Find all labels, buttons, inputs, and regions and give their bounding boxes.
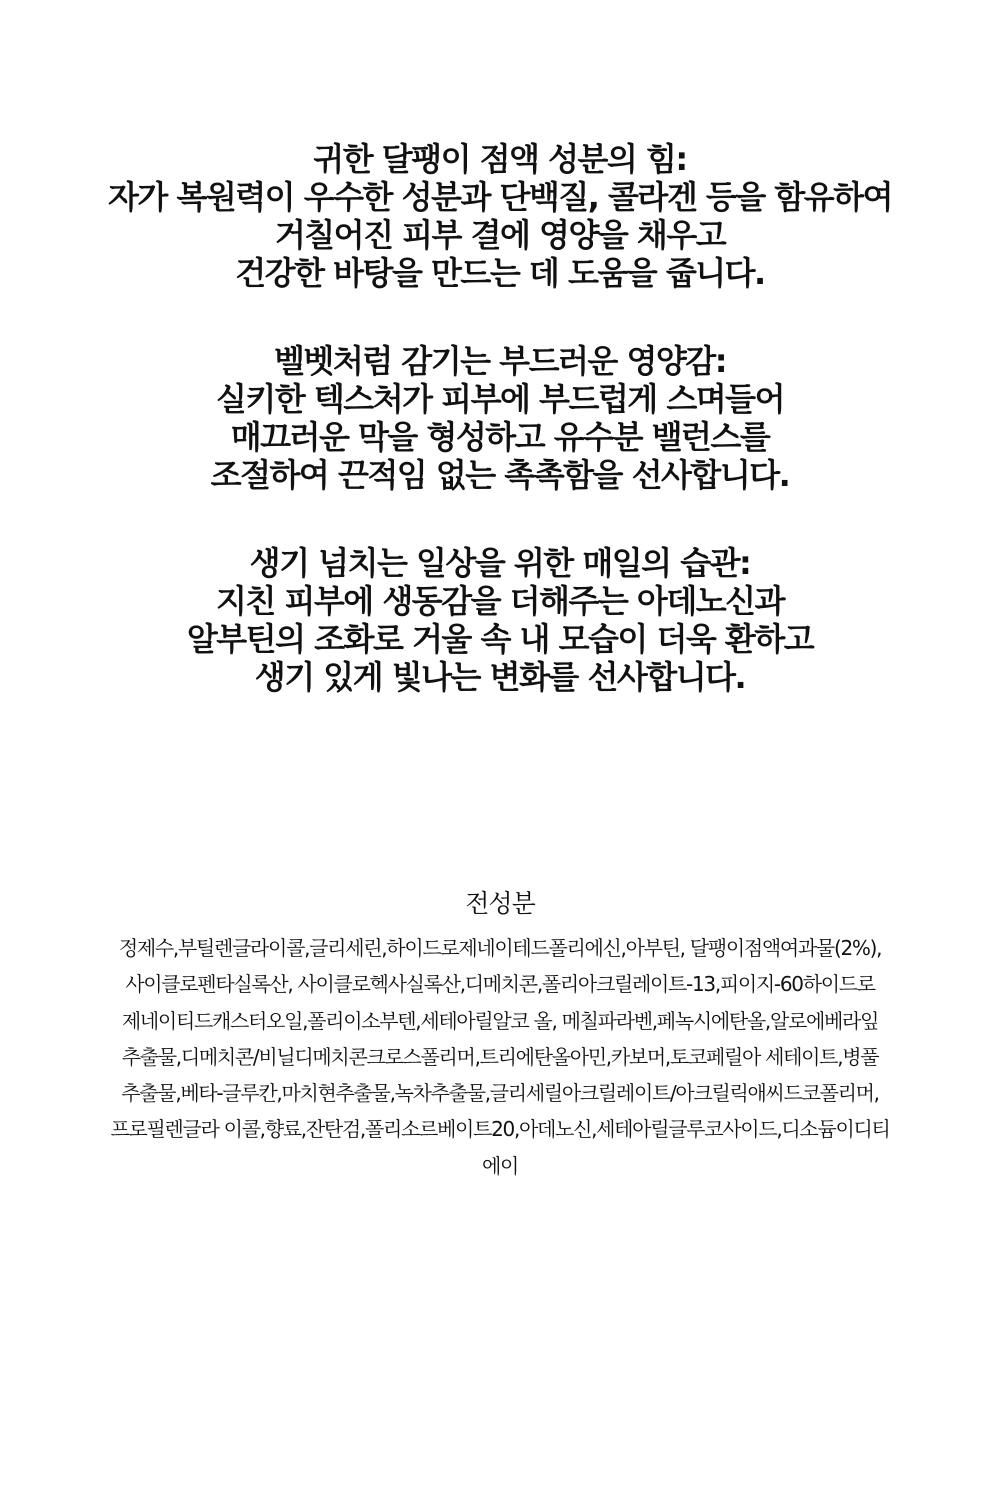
feature-heading: 귀한 달팽이 점액 성분의 힘: — [313, 140, 687, 178]
feature-block-daily-habit — [0, 544, 1000, 696]
ingredients-line: 정제수,부틸렌글라이콜,글리세린,하이드로제네이테드폴리에신,아부틴, 달팽이점액여과물(2%), — [118, 936, 882, 960]
feature-text-line: 생기 있게 빛나는 변화를 선사합니다. — [254, 658, 746, 696]
feature-text-line: 거칠어진 피부 결에 영양을 채우고 — [274, 216, 726, 254]
feature-text-line: 조절하여 끈적임 없는 촉촉함을 선사합니다. — [210, 456, 790, 494]
ingredients-line: 추출물,디메치콘/비닐디메치콘크로스폴리머,트리에탄올아민,카보머,토코페릴아 세테이트,병풀 — [121, 1044, 879, 1069]
feature-text-line: 매끄러운 막을 형성하고 유수분 밸런스를 — [230, 418, 770, 456]
feature-text-line: 지친 피부에 생동감을 더해주는 아데노신과 — [216, 582, 784, 620]
feature-block-velvet-texture — [0, 342, 1000, 494]
ingredients-line: 추출물,베타-글루칸,마치현추출물,녹차추출물,글리세릴아크릴레이트/아크릴릭애씨드코폴리머, — [121, 1081, 879, 1106]
ingredients-title: 전성분 — [465, 889, 535, 918]
feature-text-line: 자가 복원력이 우수한 성분과 단백질, 콜라겐 등을 함유하여 — [107, 178, 893, 216]
feature-blocks — [0, 140, 1000, 746]
feature-heading: 생기 넘치는 일상을 위한 매일의 습관: — [249, 544, 751, 582]
feature-heading: 벨벳처럼 감기는 부드러운 영양감: — [274, 342, 726, 380]
feature-text-line: 건강한 바탕을 만드는 데 도움을 줍니다. — [235, 254, 765, 292]
ingredients-line: 사이클로펜타실록산, 사이클로헥사실록산,디메치콘,폴리아크릴레이트-13,피이지-60하이드로 — [125, 972, 875, 997]
ingredients-section — [40, 884, 960, 1184]
feature-text-line: 알부틴의 조화로 거울 속 내 모습이 더욱 환하고 — [186, 620, 814, 658]
ingredients-line: 제네이티드캐스터오일,폴리이소부텐,세테아릴알코 올, 메칠파라벤,페녹시에탄올,알로에베라잎 — [121, 1008, 879, 1033]
feature-text-line: 실키한 텍스처가 피부에 부드럽게 스며들어 — [216, 380, 784, 418]
feature-block-snail-mucin — [0, 140, 1000, 292]
ingredients-line: 에이 — [481, 1153, 519, 1178]
ingredients-line: 프로필렌글라 이콜,향료,잔탄검,폴리소르베이트20,아데노신,세테아릴글루코사이드,디소듐이디티 — [110, 1117, 890, 1142]
